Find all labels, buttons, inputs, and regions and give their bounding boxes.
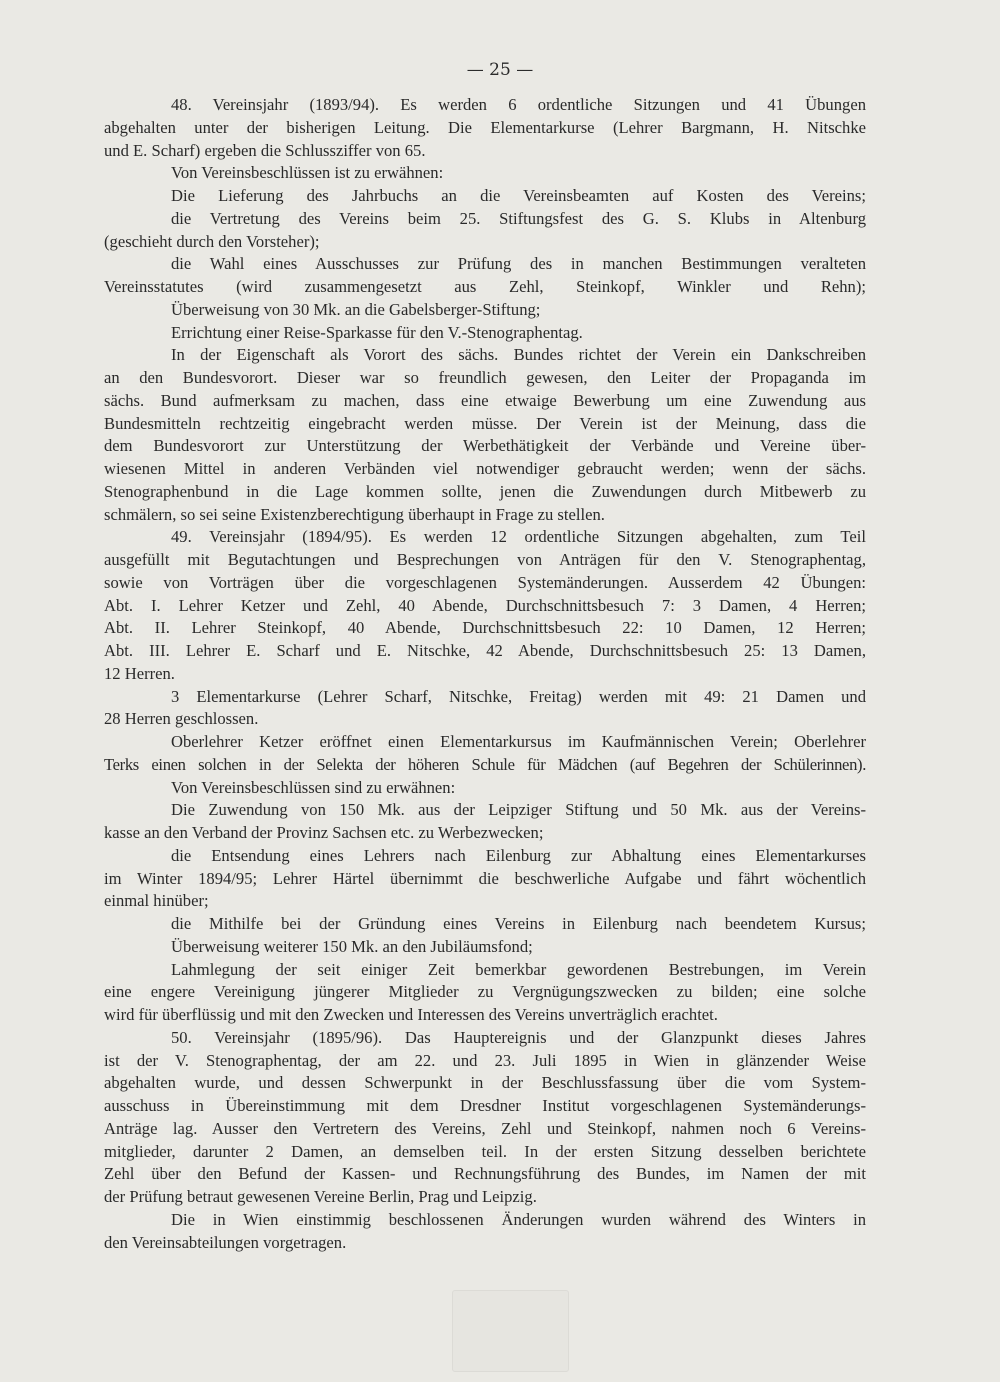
text-line: Von Vereinsbeschlüssen sind zu erwähnen: [171, 777, 456, 797]
text-line: 49. Vereinsjahr (1894/95). Es werden 12 ordentliche Sitzungen abgehalten, zum Teil [171, 527, 866, 547]
library-stamp-mark [452, 1290, 569, 1372]
text-line: Errichtung einer Reise-Sparkasse für den V.-Stenographentag. [171, 322, 583, 342]
text-line: Anträge lag. Ausser den Vertretern des Vereins, Zehl und Steinkopf, nahmen noch 6 Vereins- [104, 1118, 866, 1138]
text-line: Zehl über den Befund der Kassen- und Rechnungsführung des Bundes, im Namen der mit [104, 1164, 866, 1184]
text-line: Von Vereinsbeschlüssen ist zu erwähnen: [171, 163, 444, 183]
text-line: abgehalten unter der bisherigen Leitung. Die Elementarkurse (Lehrer Bargmann, H. Nitschke [104, 117, 866, 137]
text-line: Überweisung von 30 Mk. an die Gabelsberger-Stiftung; [171, 299, 541, 319]
text-line: kasse an den Verband der Provinz Sachsen etc. zu Werbezwecken; [104, 823, 544, 842]
text-line: wird für überflüssig und mit den Zwecken und Interessen des Vereins unverträglich erachtet. [104, 1005, 718, 1024]
text-line: Terks einen solchen in der Selekta der höheren Schule für Mädchen (auf Begehren der Schülerinnen). [104, 754, 866, 774]
text-line: Lahmlegung der seit einiger Zeit bemerkbar gewordenen Bestrebungen, im Verein [171, 959, 866, 979]
body-text [104, 94, 866, 1254]
text-line: 3 Elementarkurse (Lehrer Scharf, Nitschke, Freitag) werden mit 49: 21 Damen und [171, 686, 866, 706]
text-line: dem Bundesvorort zur Unterstützung der Werbethätigkeit der Verbände und Vereine über- [104, 436, 866, 456]
text-line: ausgefüllt mit Begutachtungen und Besprechungen von Anträgen für den V. Stenographentag, [104, 550, 866, 569]
text-line: der Prüfung betraut gewesenen Vereine Berlin, Prag und Leipzig. [104, 1187, 537, 1206]
text-line: 12 Herren. [104, 663, 175, 683]
text-line: abgehalten wurde, und dessen Schwerpunkt in der Beschlussfassung über die vom System- [104, 1073, 866, 1093]
text-line: und E. Scharf) ergeben die Schlussziffer von 65. [104, 140, 426, 160]
text-line: schmälern, so sei seine Existenzberechtigung überhaupt in Frage zu stellen. [104, 504, 605, 524]
text-line: Überweisung weiterer 150 Mk. an den Jubiläumsfond; [171, 936, 533, 956]
text-line: einmal hinüber; [104, 891, 209, 911]
text-line: 48. Vereinsjahr (1893/94). Es werden 6 ordentliche Sitzungen und 41 Übungen [171, 95, 866, 114]
page-number: — 25 — [466, 60, 534, 80]
text-line: wiesenen Mittel in anderen Verbänden viel notwendiger gebraucht werden; wenn der sächs. [104, 459, 866, 478]
text-line: Oberlehrer Ketzer eröffnet einen Elementarkursus im Kaufmännischen Verein; Oberlehrer [171, 732, 866, 751]
text-line: ausschuss in Übereinstimmung mit dem Dresdner Institut vorgeschlagenen Systemänderungs- [104, 1096, 866, 1115]
text-line: mitglieder, darunter 2 Damen, an demselben teil. In der ersten Sitzung desselben berichtete [104, 1141, 866, 1161]
text-line: sowie von Vorträgen über die vorgeschlagenen Systemänderungen. Ausserdem 42 Übungen: [104, 572, 866, 592]
text-line: die Mithilfe bei der Gründung eines Vereins in Eilenburg nach beendetem Kursus; [171, 914, 866, 933]
text-line: Die Zuwendung von 150 Mk. aus der Leipziger Stiftung und 50 Mk. aus der Vereins- [171, 800, 866, 820]
text-line: sächs. Bund aufmerksam zu machen, dass eine etwaige Bewerbung um eine Zuwendung aus [104, 390, 866, 410]
text-line: Bundesmitteln rechtzeitig eingebracht werden müsse. Der Verein ist der Meinung, dass die [104, 413, 866, 433]
text-line: Vereinsstatutes (wird zusammengesetzt aus Zehl, Steinkopf, Winkler und Rehn); [104, 277, 866, 296]
text-line: Abt. III. Lehrer E. Scharf und E. Nitschke, 42 Abende, Durchschnittsbesuch 25: 13 Damen, [104, 641, 866, 660]
text-line: die Entsendung eines Lehrers nach Eilenburg zur Abhaltung eines Elementarkurses [171, 845, 866, 865]
text-line: den Vereinsabteilungen vorgetragen. [104, 1232, 347, 1252]
text-line: an den Bundesvorort. Dieser war so freundlich gewesen, den Leiter der Propaganda im [104, 368, 866, 387]
text-line: 28 Herren geschlossen. [104, 709, 259, 729]
text-line: im Winter 1894/95; Lehrer Härtel übernimmt die beschwerliche Aufgabe und fährt wöchentlich [104, 868, 866, 888]
text-line: Abt. II. Lehrer Steinkopf, 40 Abende, Durchschnittsbesuch 22: 10 Damen, 12 Herren; [104, 618, 866, 638]
text-line: (geschieht durch den Vorsteher); [104, 231, 320, 251]
text-line: In der Eigenschaft als Vorort des sächs. Bundes richtet der Verein ein Dankschreiben [171, 345, 866, 365]
text-line: Abt. I. Lehrer Ketzer und Zehl, 40 Abende, Durchschnittsbesuch 7: 3 Damen, 4 Herren; [104, 595, 866, 615]
text-line: Die Lieferung des Jahrbuchs an die Vereinsbeamten auf Kosten des Vereins; [171, 186, 866, 205]
text-line: Stenographenbund in die Lage kommen sollte, jenen die Zuwendungen durch Mitbewerb zu [104, 481, 866, 501]
text-line: die Vertretung des Vereins beim 25. Stiftungsfest des G. S. Klubs in Altenburg [171, 208, 866, 228]
text-line: eine engere Vereinigung jüngerer Mitglieder zu Vergnügungszwecken zu bilden; eine solche [104, 982, 866, 1002]
text-line: ist der V. Stenographentag, der am 22. und 23. Juli 1895 in Wien in glänzender Weise [104, 1050, 866, 1070]
text-line: Die in Wien einstimmig beschlossenen Änderungen wurden während des Winters in [171, 1209, 866, 1229]
text-line: die Wahl eines Ausschusses zur Prüfung des in manchen Bestimmungen veralteten [171, 254, 866, 274]
text-line: 50. Vereinsjahr (1895/96). Das Hauptereignis und der Glanzpunkt dieses Jahres [171, 1027, 866, 1047]
